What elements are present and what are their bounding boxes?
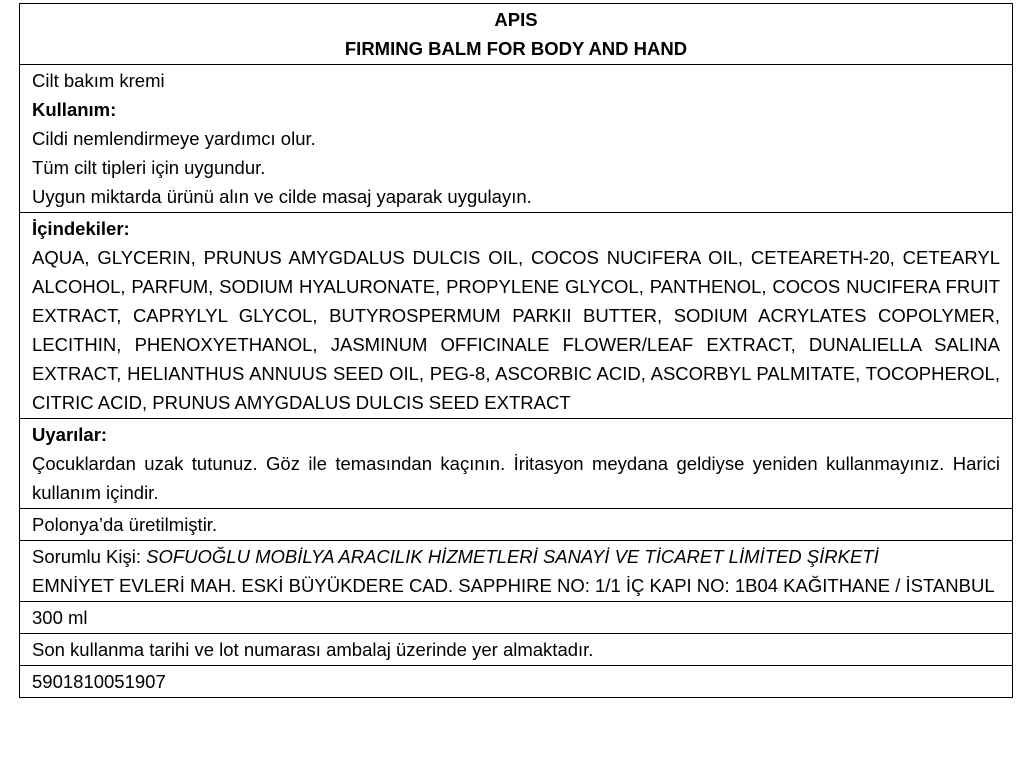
product-name: FIRMING BALM FOR BODY AND HAND	[344, 38, 688, 59]
usage-line: Uygun miktarda ürünü alın ve cilde masaj yaparak uygulayın.	[32, 186, 532, 207]
brand-name: APIS	[494, 9, 538, 30]
product-type: Cilt bakım kremi	[32, 70, 165, 91]
product-label-table	[19, 3, 1013, 698]
origin-text: Polonya’da üretilmiştir.	[32, 514, 218, 535]
header-cell	[20, 4, 1013, 65]
origin-cell	[20, 509, 1013, 541]
usage-line: Cildi nemlendirmeye yardımcı olur.	[32, 128, 316, 149]
ingredients-cell	[20, 213, 1013, 419]
usage-line: Tüm cilt tipleri için uygundur.	[32, 157, 266, 178]
expiry-cell	[20, 634, 1013, 666]
ingredients-text: AQUA, GLYCERIN, PRUNUS AMYGDALUS DULCIS OIL, COCOS NUCIFERA OIL, CETEARETH-20, CETEARYL ALCOHOL, PARFUM, SODIUM HYALURONATE, PROPYLENE GLYCOL, PANTHENOL, COCOS NUCIFERA FRUIT EXTRACT, CAPRYLYL GLYCOL, BUTYROSPERMUM PARKII BUTTER, SODIUM ACRYLATES COPOLYMER, LECITHIN, PHENOXYETHANOL, JASMINUM OFFICINALE FLOWER/LEAF EXTRACT, DUNALIELLA SALINA EXTRACT, HELIANTHUS ANNUUS SEED OIL, PEG-8, ASCORBIC ACID, ASCORBYL PALMITATE, TOCOPHEROL, CITRIC ACID, PRUNUS AMYGDALUS DULCIS SEED EXTRACT	[32, 247, 1000, 413]
origin-row	[20, 509, 1013, 541]
volume-row	[20, 602, 1013, 634]
volume-text: 300 ml	[32, 607, 88, 628]
expiry-row	[20, 634, 1013, 666]
responsible-label: Sorumlu Kişi:	[32, 546, 141, 567]
responsible-company: SOFUOĞLU MOBİLYA ARACILIK HİZMETLERİ SANAYİ VE TİCARET LİMİTED ŞİRKETİ	[146, 546, 879, 567]
barcode-row	[20, 666, 1013, 698]
barcode-cell	[20, 666, 1013, 698]
warnings-cell	[20, 419, 1013, 509]
volume-cell	[20, 602, 1013, 634]
header-row	[20, 4, 1013, 65]
responsible-cell	[20, 541, 1013, 602]
usage-cell	[20, 65, 1013, 213]
usage-row	[20, 65, 1013, 213]
ingredients-heading: İçindekiler:	[32, 218, 130, 239]
responsible-address: EMNİYET EVLERİ MAH. ESKİ BÜYÜKDERE CAD. SAPPHIRE NO: 1/1 İÇ KAPI NO: 1B04 KAĞITHANE / İSTANBUL	[32, 575, 995, 596]
responsible-row	[20, 541, 1013, 602]
warnings-heading: Uyarılar:	[32, 424, 108, 445]
warnings-row	[20, 419, 1013, 509]
barcode-number: 5901810051907	[32, 671, 166, 692]
warnings-text: Çocuklardan uzak tutunuz. Göz ile temasından kaçının. İritasyon meydana geldiyse yeniden kullanmayınız. Harici kullanım içindir.	[32, 453, 1000, 503]
usage-heading: Kullanım:	[32, 99, 117, 120]
expiry-note: Son kullanma tarihi ve lot numarası ambalaj üzerinde yer almaktadır.	[32, 639, 594, 660]
ingredients-row	[20, 213, 1013, 419]
